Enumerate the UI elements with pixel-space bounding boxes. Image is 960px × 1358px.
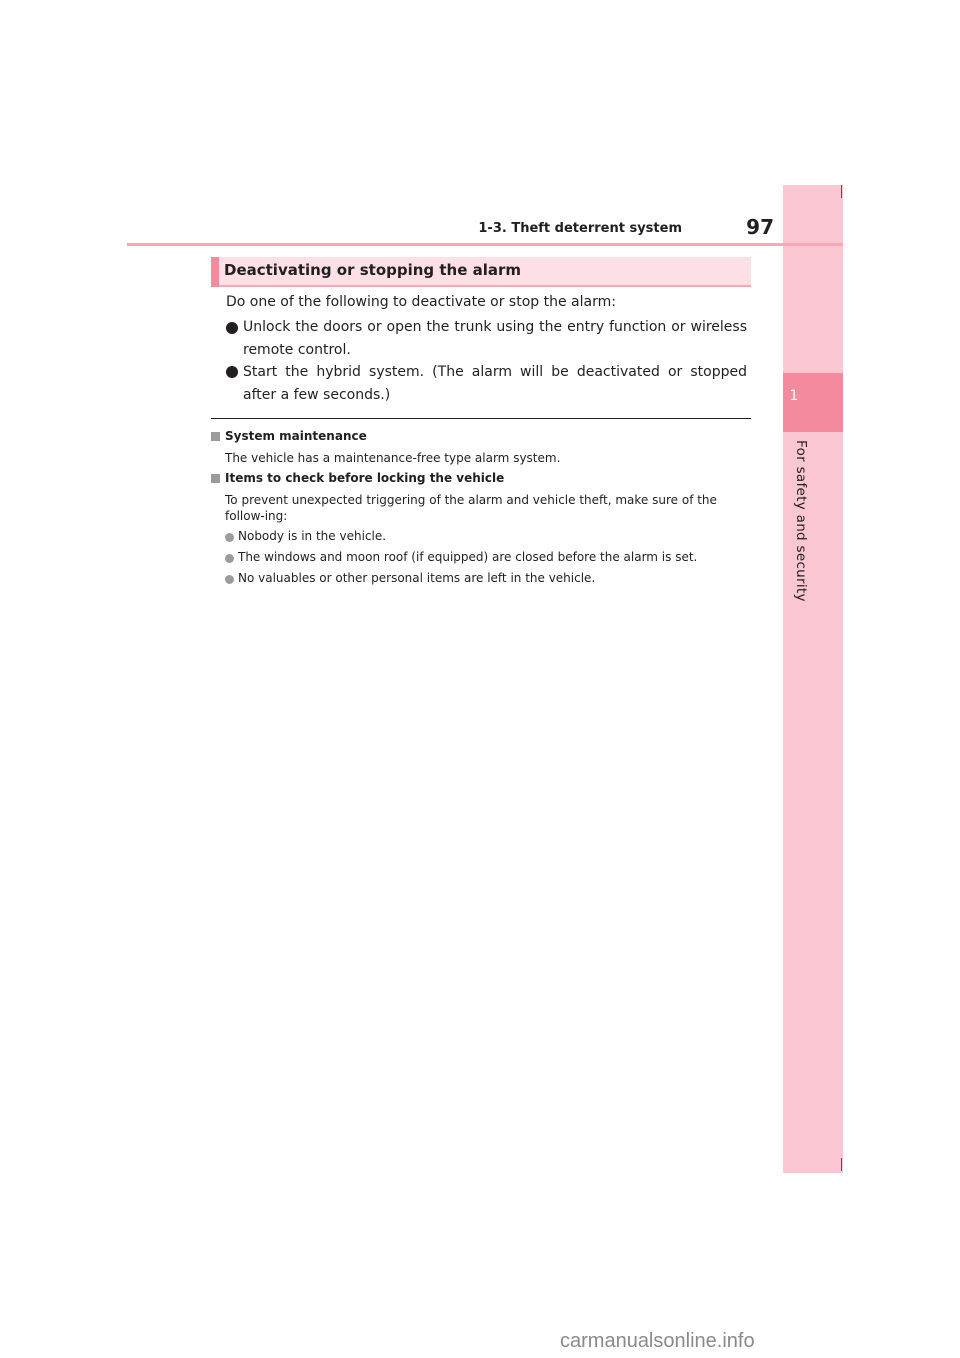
square-bullet-icon (211, 474, 220, 483)
circle-bullet-icon (225, 575, 234, 584)
crop-mark-bottom (841, 1158, 842, 1171)
square-bullet-icon (211, 432, 220, 441)
note-list-item: The windows and moon roof (if equipped) are closed before the alarm is set. (238, 550, 698, 564)
chapter-side-tab (783, 185, 843, 1173)
bullet-icon (226, 322, 238, 334)
section-intro: Do one of the following to deactivate or stop the alarm: (226, 294, 616, 310)
page-number: 97 (746, 215, 774, 239)
circle-bullet-icon (225, 533, 234, 542)
chapter-number: 1 (789, 388, 799, 404)
bullet-item: Start the hybrid system. (The alarm will be deactivated or stopped after a few seconds.) (243, 364, 747, 403)
note-heading: System maintenance (225, 429, 367, 443)
section-divider (211, 418, 751, 419)
crop-mark-top (841, 185, 842, 198)
chapter-label: For safety and security (793, 440, 809, 602)
section-heading-accent (211, 257, 219, 287)
note-text: The vehicle has a maintenance-free type alarm system. (225, 451, 561, 465)
watermark: carmanualsonline.info (560, 1330, 755, 1352)
section-title: Deactivating or stopping the alarm (224, 261, 522, 279)
circle-bullet-icon (225, 554, 234, 563)
header-title: 1-3. Theft deterrent system (478, 221, 682, 236)
note-list-item: No valuables or other personal items are left in the vehicle. (238, 571, 596, 585)
note-text: To prevent unexpected triggering of the alarm and vehicle theft, make sure of the follow-ing: (225, 493, 717, 523)
header-rule (127, 243, 843, 246)
note-list-item: Nobody is in the vehicle. (238, 529, 387, 543)
bullet-icon (226, 366, 238, 378)
bullet-item: Unlock the doors or open the trunk using the entry function or wireless remote control. (243, 319, 747, 358)
note-heading: Items to check before locking the vehicle (225, 471, 505, 485)
